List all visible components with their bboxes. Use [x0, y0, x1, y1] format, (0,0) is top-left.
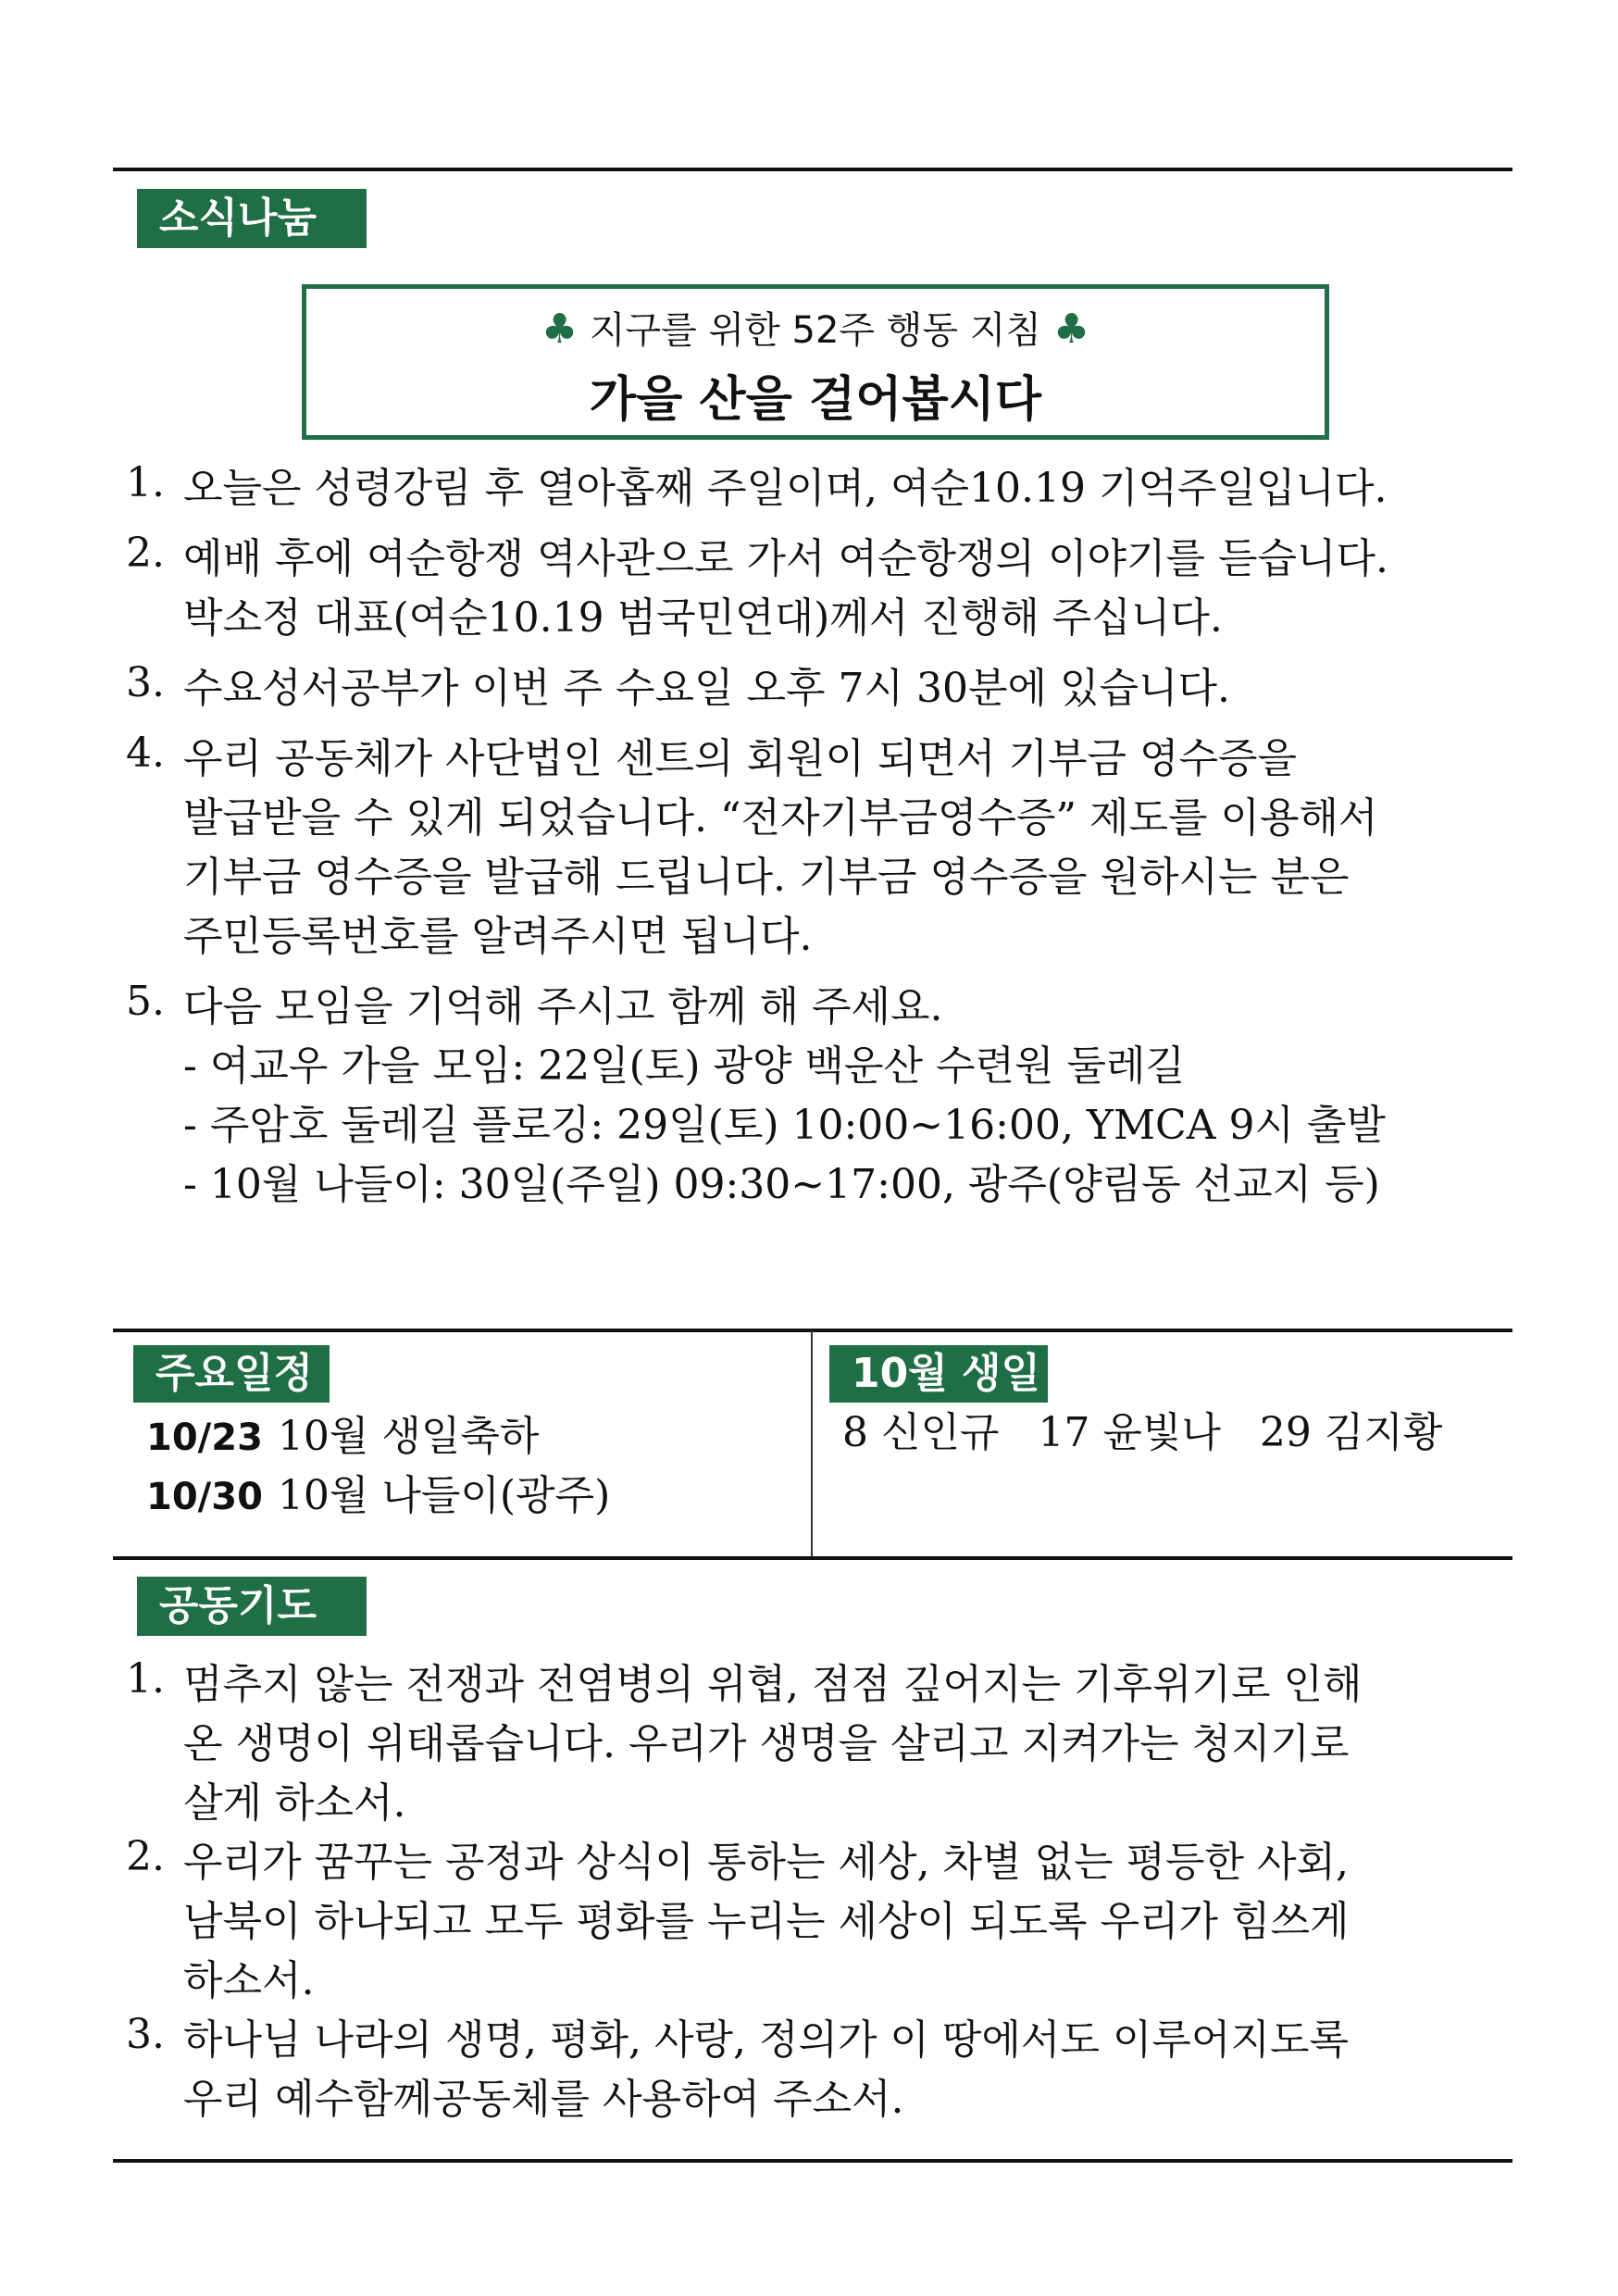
- news-list: [126, 459, 1388, 1215]
- prayer-item: [126, 1655, 1362, 1833]
- news-item-number: 4.: [126, 730, 165, 777]
- prayer-item: [126, 2011, 1362, 2129]
- prayer-item-text: 하소서.: [183, 1957, 315, 2004]
- guide-subtitle-text: 지구를 위한 52주 행동 지침: [589, 309, 1042, 352]
- news-item: [126, 659, 1388, 718]
- news-item: [126, 978, 1388, 1215]
- prayer-item-text: 온 생명이 위태롭습니다. 우리가 생명을 살리고 지켜가는 청지기로: [183, 1720, 1350, 1767]
- news-section-tag: 소식나눔: [137, 189, 367, 248]
- prayer-item-number: 1.: [126, 1655, 165, 1703]
- news-item-text: 박소정 대표(여순10.19 범국민연대)께서 진행해 주십니다.: [183, 594, 1223, 642]
- news-item-text: 오늘은 성령강림 후 열아홉째 주일이며, 여순10.19 기억주일입니다.: [183, 465, 1388, 512]
- column-divider: [811, 1330, 813, 1558]
- prayer-item-text: 멈추지 않는 전쟁과 전염병의 위협, 점점 깊어지는 기후위기로 인해: [183, 1661, 1363, 1708]
- schedule-date: 10/30: [146, 1476, 263, 1518]
- news-item-text: 다음 모임을 기억해 주시고 함께 해 주세요.: [183, 983, 943, 1030]
- club-icon: ♣: [541, 306, 579, 353]
- news-item-text: 주민등록번호를 알려주시면 됩니다.: [183, 913, 813, 960]
- guide-subtitle: [306, 302, 1325, 358]
- schedule-top-rule: [113, 1329, 1512, 1332]
- news-item: [126, 730, 1388, 967]
- birthday-tag: 10월 생일: [829, 1345, 1048, 1403]
- prayer-item-number: 3.: [126, 2011, 165, 2058]
- schedule-bottom-rule: [113, 1556, 1512, 1560]
- news-item-text: 기부금 영수증을 발급해 드립니다. 기부금 영수증을 원하시는 분은: [183, 854, 1350, 901]
- news-item-text: 우리 공동체가 사단법인 센트의 회원이 되면서 기부금 영수증을: [183, 735, 1298, 782]
- prayer-section-tag: 공동기도: [137, 1577, 367, 1636]
- prayer-item-text: 우리가 꿈꾸는 공정과 상식이 통하는 세상, 차별 없는 평등한 사회,: [183, 1839, 1349, 1886]
- prayer-item-text: 우리 예수함께공동체를 사용하여 주소서.: [183, 2076, 904, 2123]
- schedule-entry: [146, 1466, 610, 1527]
- club-icon: ♣: [1052, 306, 1090, 353]
- prayer-item-text: 살게 하소서.: [183, 1779, 406, 1827]
- schedule-text: 10월 나들이(광주): [277, 1472, 611, 1519]
- news-item-text: - 10월 나들이: 30일(주일) 09:30~17:00, 광주(양림동 선교지 등): [183, 1161, 1380, 1208]
- prayer-item-number: 2.: [126, 1833, 165, 1880]
- prayer-list: [126, 1655, 1362, 2129]
- news-item: [126, 530, 1388, 648]
- news-item: [126, 459, 1388, 518]
- schedule-entry: [146, 1407, 539, 1467]
- news-item-text: 발급받을 수 있게 되었습니다. “전자기부금영수증” 제도를 이용해서: [183, 794, 1378, 842]
- news-item-text: 수요성서공부가 이번 주 수요일 오후 7시 30분에 있습니다.: [183, 665, 1230, 712]
- schedule-tag: 주요일정: [133, 1345, 330, 1403]
- news-item-number: 2.: [126, 530, 165, 577]
- news-item-number: 1.: [126, 459, 165, 506]
- prayer-item-text: 남북이 하나되고 모두 평화를 누리는 세상이 되도록 우리가 힘쓰게: [183, 1898, 1350, 1945]
- guide-title: 가을 산을 걸어봅시다: [589, 372, 1042, 428]
- news-item-number: 5.: [126, 978, 165, 1025]
- top-rule: [113, 168, 1512, 171]
- action-guide-box: [302, 284, 1329, 440]
- schedule-text: 10월 생일축하: [277, 1413, 540, 1460]
- news-item-text: 예배 후에 여순항쟁 역사관으로 가서 여순항쟁의 이야기를 듣습니다.: [183, 535, 1388, 582]
- prayer-item: [126, 1833, 1362, 2011]
- news-item-number: 3.: [126, 659, 165, 706]
- prayer-item-text: 하나님 나라의 생명, 평화, 사랑, 정의가 이 땅에서도 이루어지도록: [183, 2016, 1349, 2064]
- bottom-rule: [113, 2159, 1512, 2163]
- news-item-text: - 여교우 가을 모임: 22일(토) 광양 백운산 수련원 둘레길: [183, 1042, 1185, 1090]
- news-item-text: - 주암호 둘레길 플로깅: 29일(토) 10:00~16:00, YMCA 9시 출발: [183, 1102, 1386, 1149]
- birthday-list: 8 신인규 17 윤빛나 29 김지황: [842, 1409, 1443, 1456]
- schedule-date: 10/23: [146, 1416, 263, 1459]
